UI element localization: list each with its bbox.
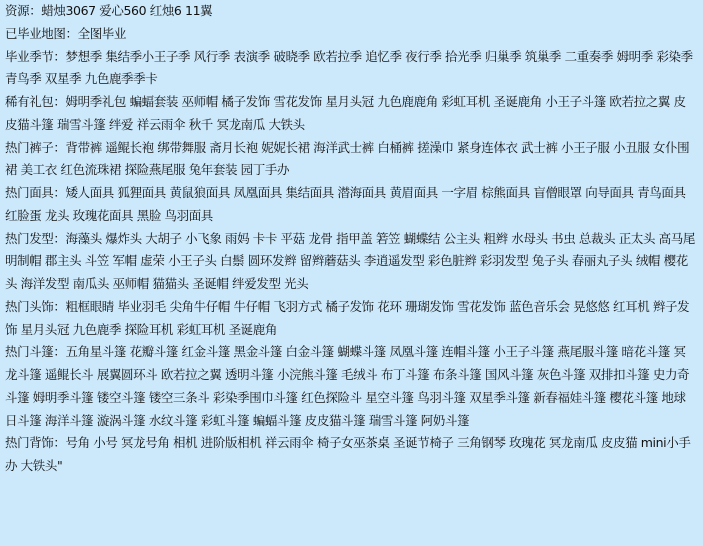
popular-hairstyles-paragraph: 热门发型：海藻头 爆炸头 大胡子 小飞象 雨妈 卡卡 平菇 龙骨 指甲盖 箬笠 蝴蝶结 公主头 粗辫 水母头 书虫 总裁头 正太头 高马尾 明制帽 郡主头 斗笠 军帽 虚荣 小王子头 白鬃 圆环发辫 留辫蘑菇头 李逍遥发型 彩色脏辫 彩羽发型 兔子头 春丽丸子头 绒帽 樱花头 海洋发型 南瓜头 巫师帽 猫猫头 圣诞帽 绊爱发型 光头 xyxy=(5,230,695,291)
graduated-maps-line: 已毕业地图：全图毕业 xyxy=(5,25,127,41)
popular-pants-paragraph: 热门裤子：背带裤 遥鲲长袍 绑带舞服 斋月长袍 妮妮长裙 海洋武士裤 白桶裤 搓澡巾 紧身连体衣 武士裤 小王子服 小丑服 女仆围裙 美工衣 红色流珠裙 探险燕尾服 兔年套装 园丁手办 xyxy=(5,139,690,178)
resources-line: 资源：蜡烛3067 爱心560 红烛6 11翼 xyxy=(5,3,213,18)
popular-headwear-paragraph: 热门头饰：粗框眼睛 毕业羽毛 尖角牛仔帽 牛仔帽 飞羽方式 橘子发饰 花环 珊瑚发饰 雪花发饰 蓝色音乐会 晃悠悠 红耳机 辫子发饰 星月头冠 九色鹿季 探险耳机 彩虹耳机 圣诞鹿角 xyxy=(5,298,690,337)
popular-capes-paragraph: 热门斗篷：五角星斗篷 花瓣斗篷 红金斗篷 黑金斗篷 白金斗篷 蝴蝶斗篷 凤凰斗篷 连帽斗篷 小王子斗篷 燕尾服斗篷 暗花斗篷 冥龙斗篷 遥鲲长斗 展翼圆环斗 欧若拉之翼 透明斗篷 小浣熊斗篷 毛绒斗 布丁斗篷 布条斗篷 国风斗篷 灰色斗篷 双排扣斗篷 史力奇 斗篷 姆明季斗篷 镂空斗篷 镂空三条斗 彩染季围巾斗篷 红色探险斗 星空斗篷 鸟羽斗篷 双星季斗篷 新春福娃斗篷 樱花斗篷 地球日斗篷 海洋斗篷 漩涡斗篷 水纹斗篷 彩虹斗篷 蝙蝠斗篷 皮皮猫斗篷 瑞雪斗篷 阿奶斗篷 xyxy=(5,344,690,428)
rare-packs-paragraph: 稀有礼包：姆明季礼包 蝙蝠套装 巫师帽 橘子发饰 雪花发饰 星月头冠 九色鹿鹿角 彩虹耳机 圣诞鹿角 小王子斗篷 欧若拉之翼 皮皮猫斗篷 瑞雪斗篷 绊爱 祥云雨伞 秋千 冥龙南瓜 大铁头 xyxy=(5,94,686,132)
popular-back-items-paragraph: 热门背饰：号角 小号 冥龙号角 相机 进阶版相机 祥云雨伞 椅子女巫茶桌 圣诞节椅子 三角钢琴 玫瑰花 冥龙南瓜 皮皮猫 mini小手办 大铁头" xyxy=(5,435,691,473)
popular-masks-paragraph: 热门面具：矮人面具 狐狸面具 黄鼠狼面具 凤凰面具 集结面具 潜海面具 黄眉面具 一字眉 棕熊面具 盲僧眼罩 向导面具 青鸟面具 红脸蛋 龙头 玫瑰花面具 黑脸 鸟羽面具 xyxy=(5,185,686,223)
graduated-seasons-paragraph: 毕业季节：梦想季 集结季小王子季 风行季 表演季 破晓季 欧若拉季 追忆季 夜行季 拾光季 归巢季 筑巢季 二重奏季 姆明季 彩染季 青鸟季 双星季 九色鹿季季卡 xyxy=(5,48,693,87)
